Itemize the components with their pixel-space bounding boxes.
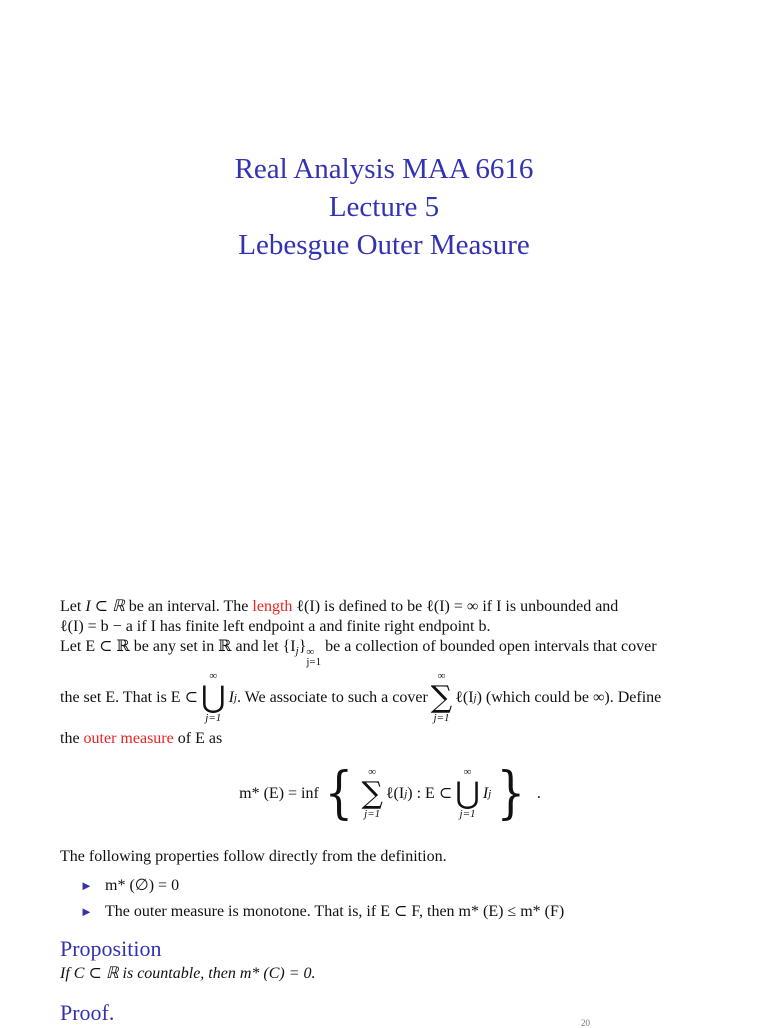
title-block [0,150,768,264]
course-title: Real Analysis MAA 6616 [234,153,534,185]
proposition-heading: Proposition [60,936,162,961]
outer-measure-equation: m* (E) = inf { ∞ ∑ j=1 ℓ(I j ) : E ⊂ ∞ ⋃ j=1 I j } . [239,761,541,826]
proof-heading: Proof. [60,1000,115,1025]
definition-length-line-1: Let I ⊂ ℝ be an interval. The length ℓ(I) is defined to be ℓ(I) = ∞ if I is unbounded and [60,598,619,615]
page-number: 20 [581,1018,590,1028]
lecture-body [60,597,720,1027]
equation-sum-operator: ∞ ∑ j=1 [361,766,383,820]
cover-sum-line: the set E. That is E ⊂ ∞ ⋃ j=1 I j . We associate to such a cover ∞ ∑ j=1 ℓ(I j ) (which could be ∞). Define [60,670,662,724]
length-term: length [252,598,293,615]
properties-list [60,873,720,925]
outer-measure-term: outer measure [83,730,174,747]
triangle-bullet-icon: ► [80,878,93,893]
sum-operator: ∞ ∑ j=1 [430,670,453,724]
cover-definition-line: Let E ⊂ ℝ be any set in ℝ and let $\{I_j\}$ ∞ j=1 be a collection of bounded open intervals that cover [60,638,657,668]
union-operator: ∞ ⋃ j=1 [200,670,226,724]
outer-measure-intro: the outer measure of E as [60,730,223,747]
properties-intro: The following properties follow directly from the definition. [60,848,447,865]
lecture-topic: Lebesgue Outer Measure [238,229,530,261]
lecture-number: Lecture 5 [328,191,440,223]
property-item: ► The outer measure is monotone. That is, if E ⊂ F, then m* (E) ≤ m* (F) [60,899,720,925]
definition-length-line-2: ℓ(I) = b − a if I has finite left endpoint a and finite right endpoint b. [60,618,491,635]
triangle-bullet-icon: ► [80,904,93,919]
equation-union-operator: ∞ ⋃ j=1 [455,766,480,820]
property-item: ► m* (∅) = 0 [60,873,720,899]
proposition-statement: If C ⊂ ℝ is countable, then m* (C) = 0. [60,965,316,982]
